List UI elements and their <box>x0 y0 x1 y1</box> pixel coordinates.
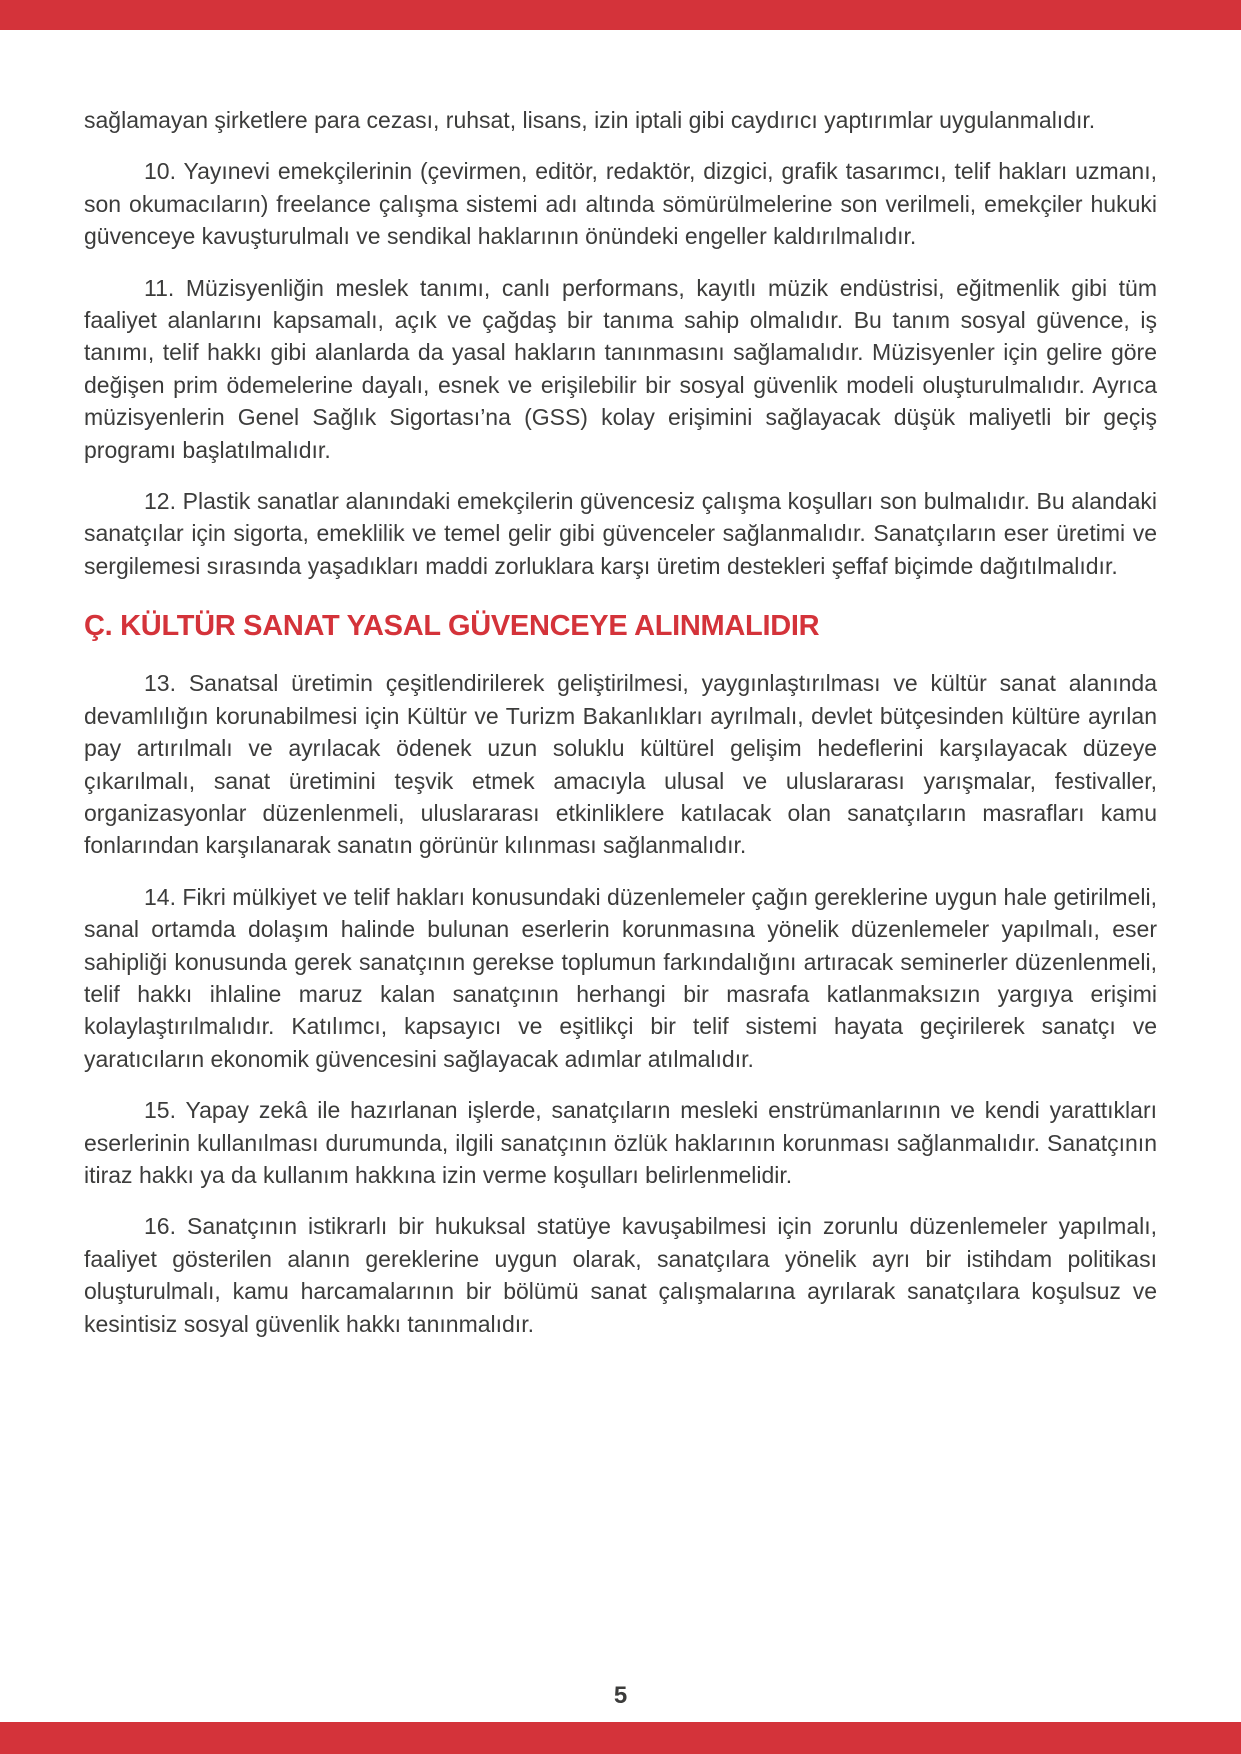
paragraph-item-13: 13. Sanatsal üretimin çeşitlendirilerek geliştirilmesi, yaygınlaştırılması ve kültür sanat alanında devamlılığın korunabilmesi için Kültür ve Turizm Bakanlıkları ayrılmalı, devlet bütçesinden kültüre ayrılan pay artırılmalı ve ayrılacak ödenek uzun soluklu kültürel gelişim hedeflerini karşılayacak düzeye çıkarılmalı, sanat üretimini teşvik etmek amacıyla ulusal ve uluslararası yarışmalar, festivaller, organizasyonlar düzenlenmeli, uluslararası etkinliklere katılacak olan sanatçıların masrafları kamu fonlarından karşılanarak sanatın görünür kılınması sağlanmalıdır. <box>84 670 1157 859</box>
page-content <box>84 104 1157 1359</box>
section-heading: Ç. KÜLTÜR SANAT YASAL GÜVENCEYE ALINMALIDIR <box>84 610 820 643</box>
paragraph-item-15: 15. Yapay zekâ ile hazırlanan işlerde, sanatçıların mesleki enstrümanlarının ve kendi yarattıkları eserlerinin kullanılması durumunda, ilgili sanatçının özlük haklarının korunması sağlanmalıdır. Sanatçının itiraz hakkı ya da kullanım hakkına izin verme koşulları belirlenmelidir. <box>84 1097 1157 1188</box>
bottom-red-band <box>0 1722 1241 1754</box>
paragraph-item-10: 10. Yayınevi emekçilerinin (çevirmen, editör, redaktör, dizgici, grafik tasarımcı, telif hakları uzmanı, son okumacıların) freelance çalışma sistemi adı altında sömürülmelerine son verilmeli, emekçiler hukuki güvenceye kavuşturulmalı ve sendikal haklarının önündeki engeller kaldırılmalıdır. <box>84 158 1157 250</box>
paragraph-item-12: 12. Plastik sanatlar alanındaki emekçilerin güvencesiz çalışma koşulları son bulmalıdır. Bu alandaki sanatçılar için sigorta, emeklilik ve temel gelir gibi güvenceler sağlanmalıdır. Sanatçıların eser üretimi ve sergilemesi sırasında yaşadıkları maddi zorluklara karşı üretim destekleri şeffaf biçimde dağıtılmalıdır. <box>84 488 1157 579</box>
paragraph-item-16: 16. Sanatçının istikrarlı bir hukuksal statüye kavuşabilmesi için zorunlu düzenlemeler yapılmalı, faaliyet gösterilen alanın gereklerine uygun olarak, sanatçılara yönelik ayrı bir istihdam politikası oluşturulmalı, kamu harcamalarının bir bölümü sanat çalışmalarına ayrılarak sanatçılara koşulsuz ve kesintisiz sosyal güvenlik hakkı tanınmalıdır. <box>84 1213 1157 1337</box>
paragraph-continuation: sağlamayan şirketlere para cezası, ruhsat, lisans, izin iptali gibi caydırıcı yaptırımlar uygulanmalıdır. <box>84 107 1096 133</box>
paragraph-item-14: 14. Fikri mülkiyet ve telif hakları konusundaki düzenlemeler çağın gereklerine uygun hale getirilmeli, sanal ortamda dolaşım halinde bulunan eserlerin korunmasına yönelik düzenlemeler yapılmalı, eser sahipliği konusunda gerek sanatçının gerekse toplumun farkındalığını artıracak seminerler düzenlenmeli, telif hakkı ihlaline maruz kalan sanatçının herhangi bir masrafa katlanmaksızın yargıya erişimi kolaylaştırılmalıdır. Katılımcı, kapsayıcı ve eşitlikçi bir telif sistemi hayata geçirilerek sanatçı ve yaratıcıların ekonomik güvencesini sağlayacak adımlar atılmalıdır. <box>84 883 1157 1072</box>
top-red-band <box>0 0 1241 30</box>
paragraph-item-11: 11. Müzisyenliğin meslek tanımı, canlı performans, kayıtlı müzik endüstrisi, eğitmenlik gibi tüm faaliyet alanlarını kapsamalı, açık ve çağdaş bir tanıma sahip olmalıdır. Bu tanım sosyal güvence, iş tanımı, telif hakkı gibi alanlarda da yasal hakların tanınmasını sağlamalıdır. Müzisyenler için gelire göre değişen prim ödemelerine dayalı, esnek ve erişilebilir bir sosyal güvenlik modeli oluşturulmalıdır. Ayrıca müzisyenlerin Genel Sağlık Sigortası’na (GSS) kolay erişimini sağlayacak düşük maliyetli bir geçiş programı başlatılmalıdır. <box>84 274 1157 463</box>
page-number: 5 <box>613 1682 628 1709</box>
